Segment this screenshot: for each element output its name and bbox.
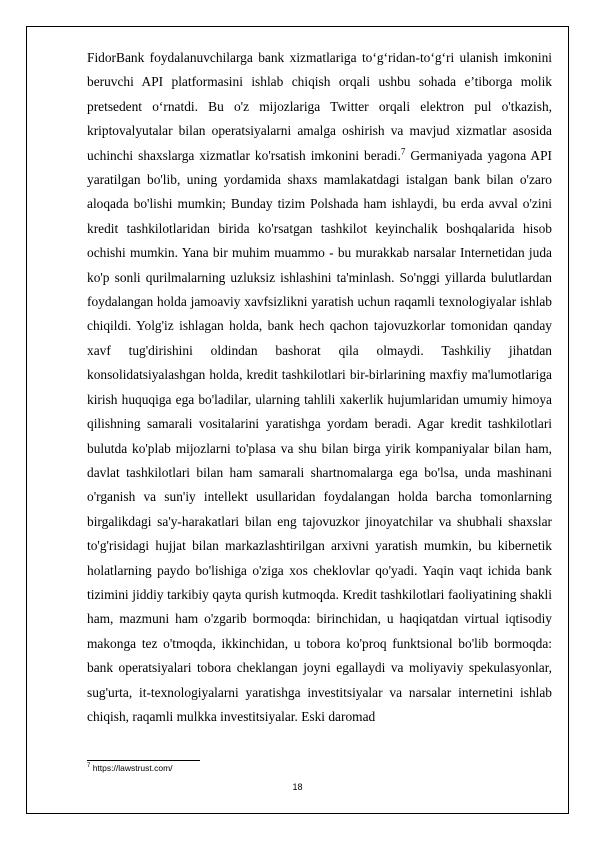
page-number: 18	[292, 782, 303, 792]
footnote	[87, 763, 173, 774]
footnote-separator	[87, 760, 200, 761]
body-text-part-2: Germaniyada yagona API yaratilgan bo'lib, uning yordamida shaxs mamlakatdagi istalgan bank bilan o'zaro aloqada bo'lishi mumkin; Bunday tizim Polshada ham ishlaydi, bu erda avval o'zini kredit tashkilotlaridan birida ko'rsatgan tashkilot keyinchalik boshqalarida hisob ochishi mumkin. Yana bir muhim muammo - bu murakkab narsalar Internetidan juda ko'p sonli qurilmalarning uzluksiz ishlashini ta'minlash. So'nggi yillarda bulutlardan foydalangan holda jamoaviy xavfsizlikni yaratish uchun raqamli texnologiyalar ishlab chiqildi. Yolg'iz ishlagan holda, bank hech qachon tajovuzkorlar tomonidan qanday xavf tug'dirishini oldindan bashorat qila olmaydi. Tashkiliy jihatdan konsolidatsiyalashgan holda, kredit tashkilotlari bir-birlarining maxfiy ma'lumotlariga kirish huquqiga ega bo'ladilar, ularning tahlili xakerlik hujumlaridan umumiy himoya qilishning samarali vositalarini yaratishga yordam beradi. Agar kredit tashkilotlari bulutda ko'plab mijozlarni to'plasa va shu bilan birga yirik kompaniyalar bilan ham, davlat tashkilotlari bilan ham samarali shartnomalarga ega bo'lsa, unda mashinani o'rganish va sun'iy intellekt usullaridan foydalangan holda barcha tomonlarning birgalikdagi sa'y-harakatlari bilan eng tajovuzkor jinoyatchilar va shubhali shaxslar to'g'risidagi hujjat bilan markazlashtirilgan arxivni yaratish mumkin, bu kibernetik holatlarning paydo bo'lishiga o'ziga xos cheklovlar qo'yadi. Yaqin vaqt ichida bank tizimini jiddiy tarkibiy qayta qurish kutmoqda. Kredit tashkilotlari faoliyatining shakli ham, mazmuni ham o'zgarib bormoqda: birinchidan, u haqiqatdan virtual iqtisodiy makonga tez o'tmoqda, ikkinchidan, u tobora ko'proq funktsional bo'lib bormoqda: bank operatsiyalari tobora cheklangan joyni egallaydi va moliyaviy spekulasyonlar, sug'urta, it-texnologiyalarni yaratishga investitsiyalar va narsalar internetini ishlab chiqish, raqamli mulkka investitsiyalar. Eski daromad	[87, 147, 552, 724]
body-text-part-1: FidorBank foydalanuvchilarga bank xizmatlariga to‘g‘ridan-to‘g‘ri ulanish imkonini beruvchi API platformasini ishlab chiqish orqali ushbu sohada e’tiborga molik pretsedent o‘rnatdi. Bu o'z mijozlariga Twitter orqali elektron pul o'tkazish, kriptovalyutalar bilan operatsiyalarni amalga oshirish va mavjud xizmatlar asosida uchinchi shaxslarga xizmatlar ko'rsatish imkonini beradi.	[87, 50, 552, 163]
footnote-marker: 7	[87, 763, 91, 770]
footnote-link[interactable]: https://lawstrust.com/	[90, 763, 173, 773]
body-paragraph	[87, 46, 552, 729]
footnote-reference[interactable]: 7	[400, 146, 406, 157]
